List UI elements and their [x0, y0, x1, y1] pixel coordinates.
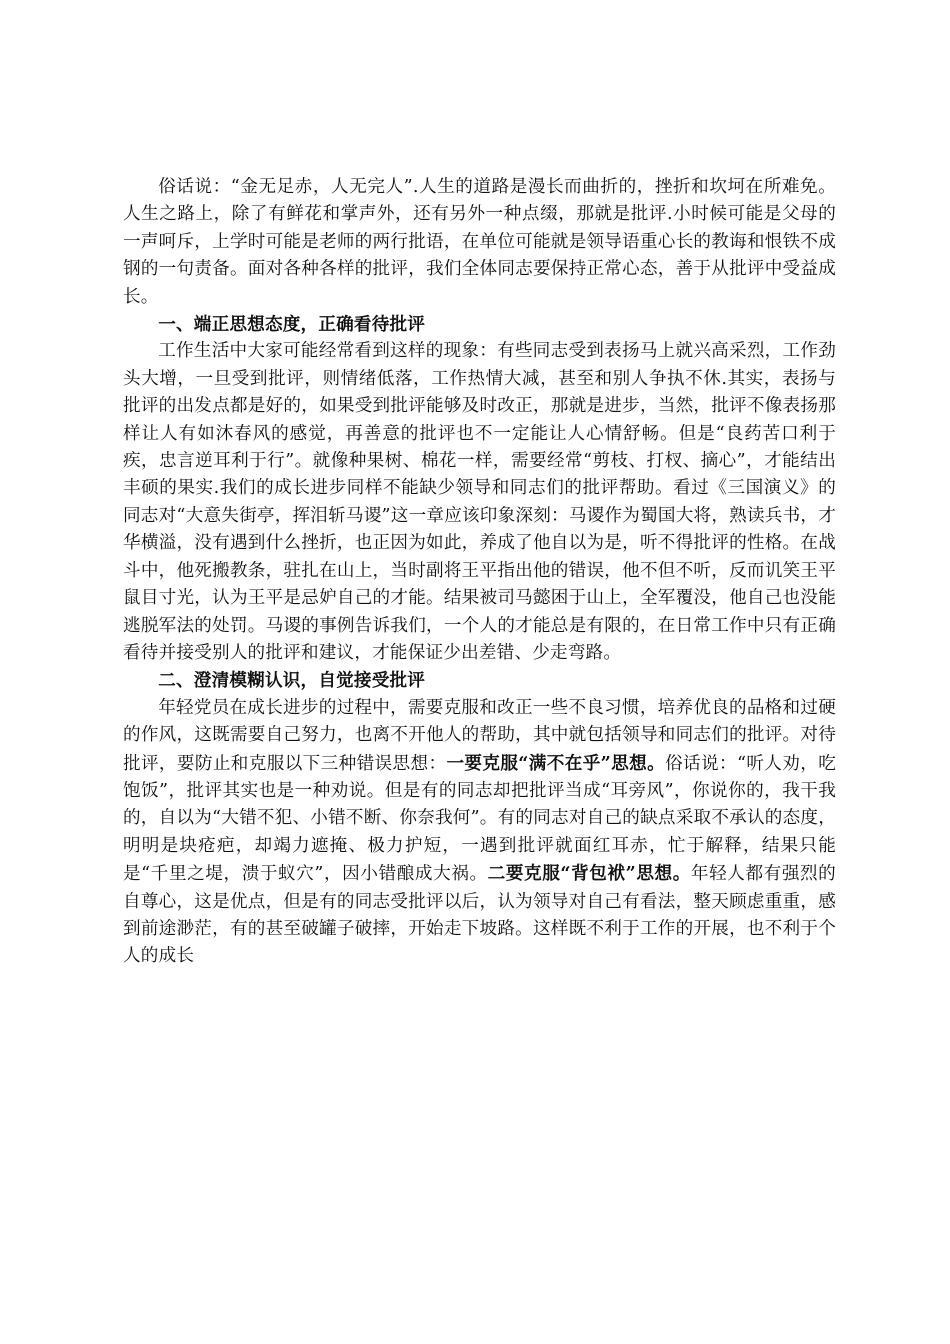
section-2-body: [123, 695, 836, 971]
section-2-heading: 二、澄清模糊认识，自觉接受批评: [158, 670, 426, 692]
section-1-body: 工作生活中大家可能经常看到这样的现象：有些同志受到表扬马上就兴高采烈，工作劲头大增，一旦受到批评，则情绪低落，工作热情大减，甚至和别人争执不休.其实，表扬与批评的出发点都是好的，如果受到批评能够及时改正，那就是进步，当然，批评不像表扬那样让人有如沐春风的感觉，再善意的批评也不一定能让人心情舒畅。但是“良药苦口利于疾，忠言逆耳利于行”。就像种果树、棉花一样，需要经常“剪枝、打杈、摘心”，才能结出丰硕的果实.我们的成长进步同样不能缺少领导和同志们的批评帮助。看过《三国演义》的同志对“大意失街亭，挥泪斩马谡”这一章应该印象深刻：马谡作为蜀国大将，熟读兵书，才华横溢，没有遇到什么挫折，也正因为如此，养成了他自以为是，听不得批评的性格。在战斗中，他死搬教条，驻扎在山上，当时副将王平指出他的错误，他不但不听，反而讥笑王平鼠目寸光，认为王平是忌妒自己的才能。结果被司马懿困于山上，全军覆没，他自己也没能逃脱军法的处罚。马谡的事例告诉我们，一个人的才能总是有限的，在日常工作中只有正确看待并接受别人的批评和建议，才能保证少出差错、少走弯路。: [123, 341, 836, 663]
document-page: [123, 174, 836, 971]
section-1-heading: 一、端正思想态度，正确看待批评: [158, 314, 426, 336]
section-2-bold-point-2: 二要克服“背包袱”思想。: [487, 863, 691, 885]
section-2-body-part-3: 年轻人都有强烈的自尊心，这是优点，但是有的同志受批评以后，认为领导对自己有看法，整天顾虑重重，感到前途渺茫，有的甚至破罐子破摔，开始走下坡路。这样既不利于工作的开展，也不利于个人的成长: [123, 864, 836, 967]
section-2-body-part-1: 年轻党员在成长进步的过程中，需要克服和改正一些不良习惯，培养优良的品格和过硬的作风，这既需要自己努力，也离不开他人的帮助，其中就包括领导和同志们的批评。对待批评，要防止和克服以下三种错误思想：: [123, 697, 836, 774]
section-2-bold-point-1: 一要克服“满不在乎”思想。: [446, 752, 666, 774]
intro-paragraph: 俗话说：“金无足赤，人无完人”.人生的道路是漫长而曲折的，挫折和坎坷在所难免。人生之路上，除了有鲜花和掌声外，还有另外一种点缀，那就是批评.小时候可能是父母的一声呵斥，上学时可能是老师的两行批语，在单位可能就是领导语重心长的教诲和恨铁不成钢的一句责备。面对各种各样的批评，我们全体同志要保持正常心态，善于从批评中受益成长。: [123, 177, 836, 307]
section-2-body-part-2: 俗话说：“听人劝，吃饱饭”，批评其实也是一种劝说。但是有的同志却把批评当成“耳旁风”，你说你的，我干我的，自以为“大错不犯、小错不断、你奈我何”。有的同志对自己的缺点采取不承认的态度，明明是块疮疤，却竭力遮掩、极力护短，一遇到批评就面红耳赤，忙于解释，结果只能是“千里之堤，溃于蚁穴”，因小错酿成大祸。: [123, 753, 837, 885]
